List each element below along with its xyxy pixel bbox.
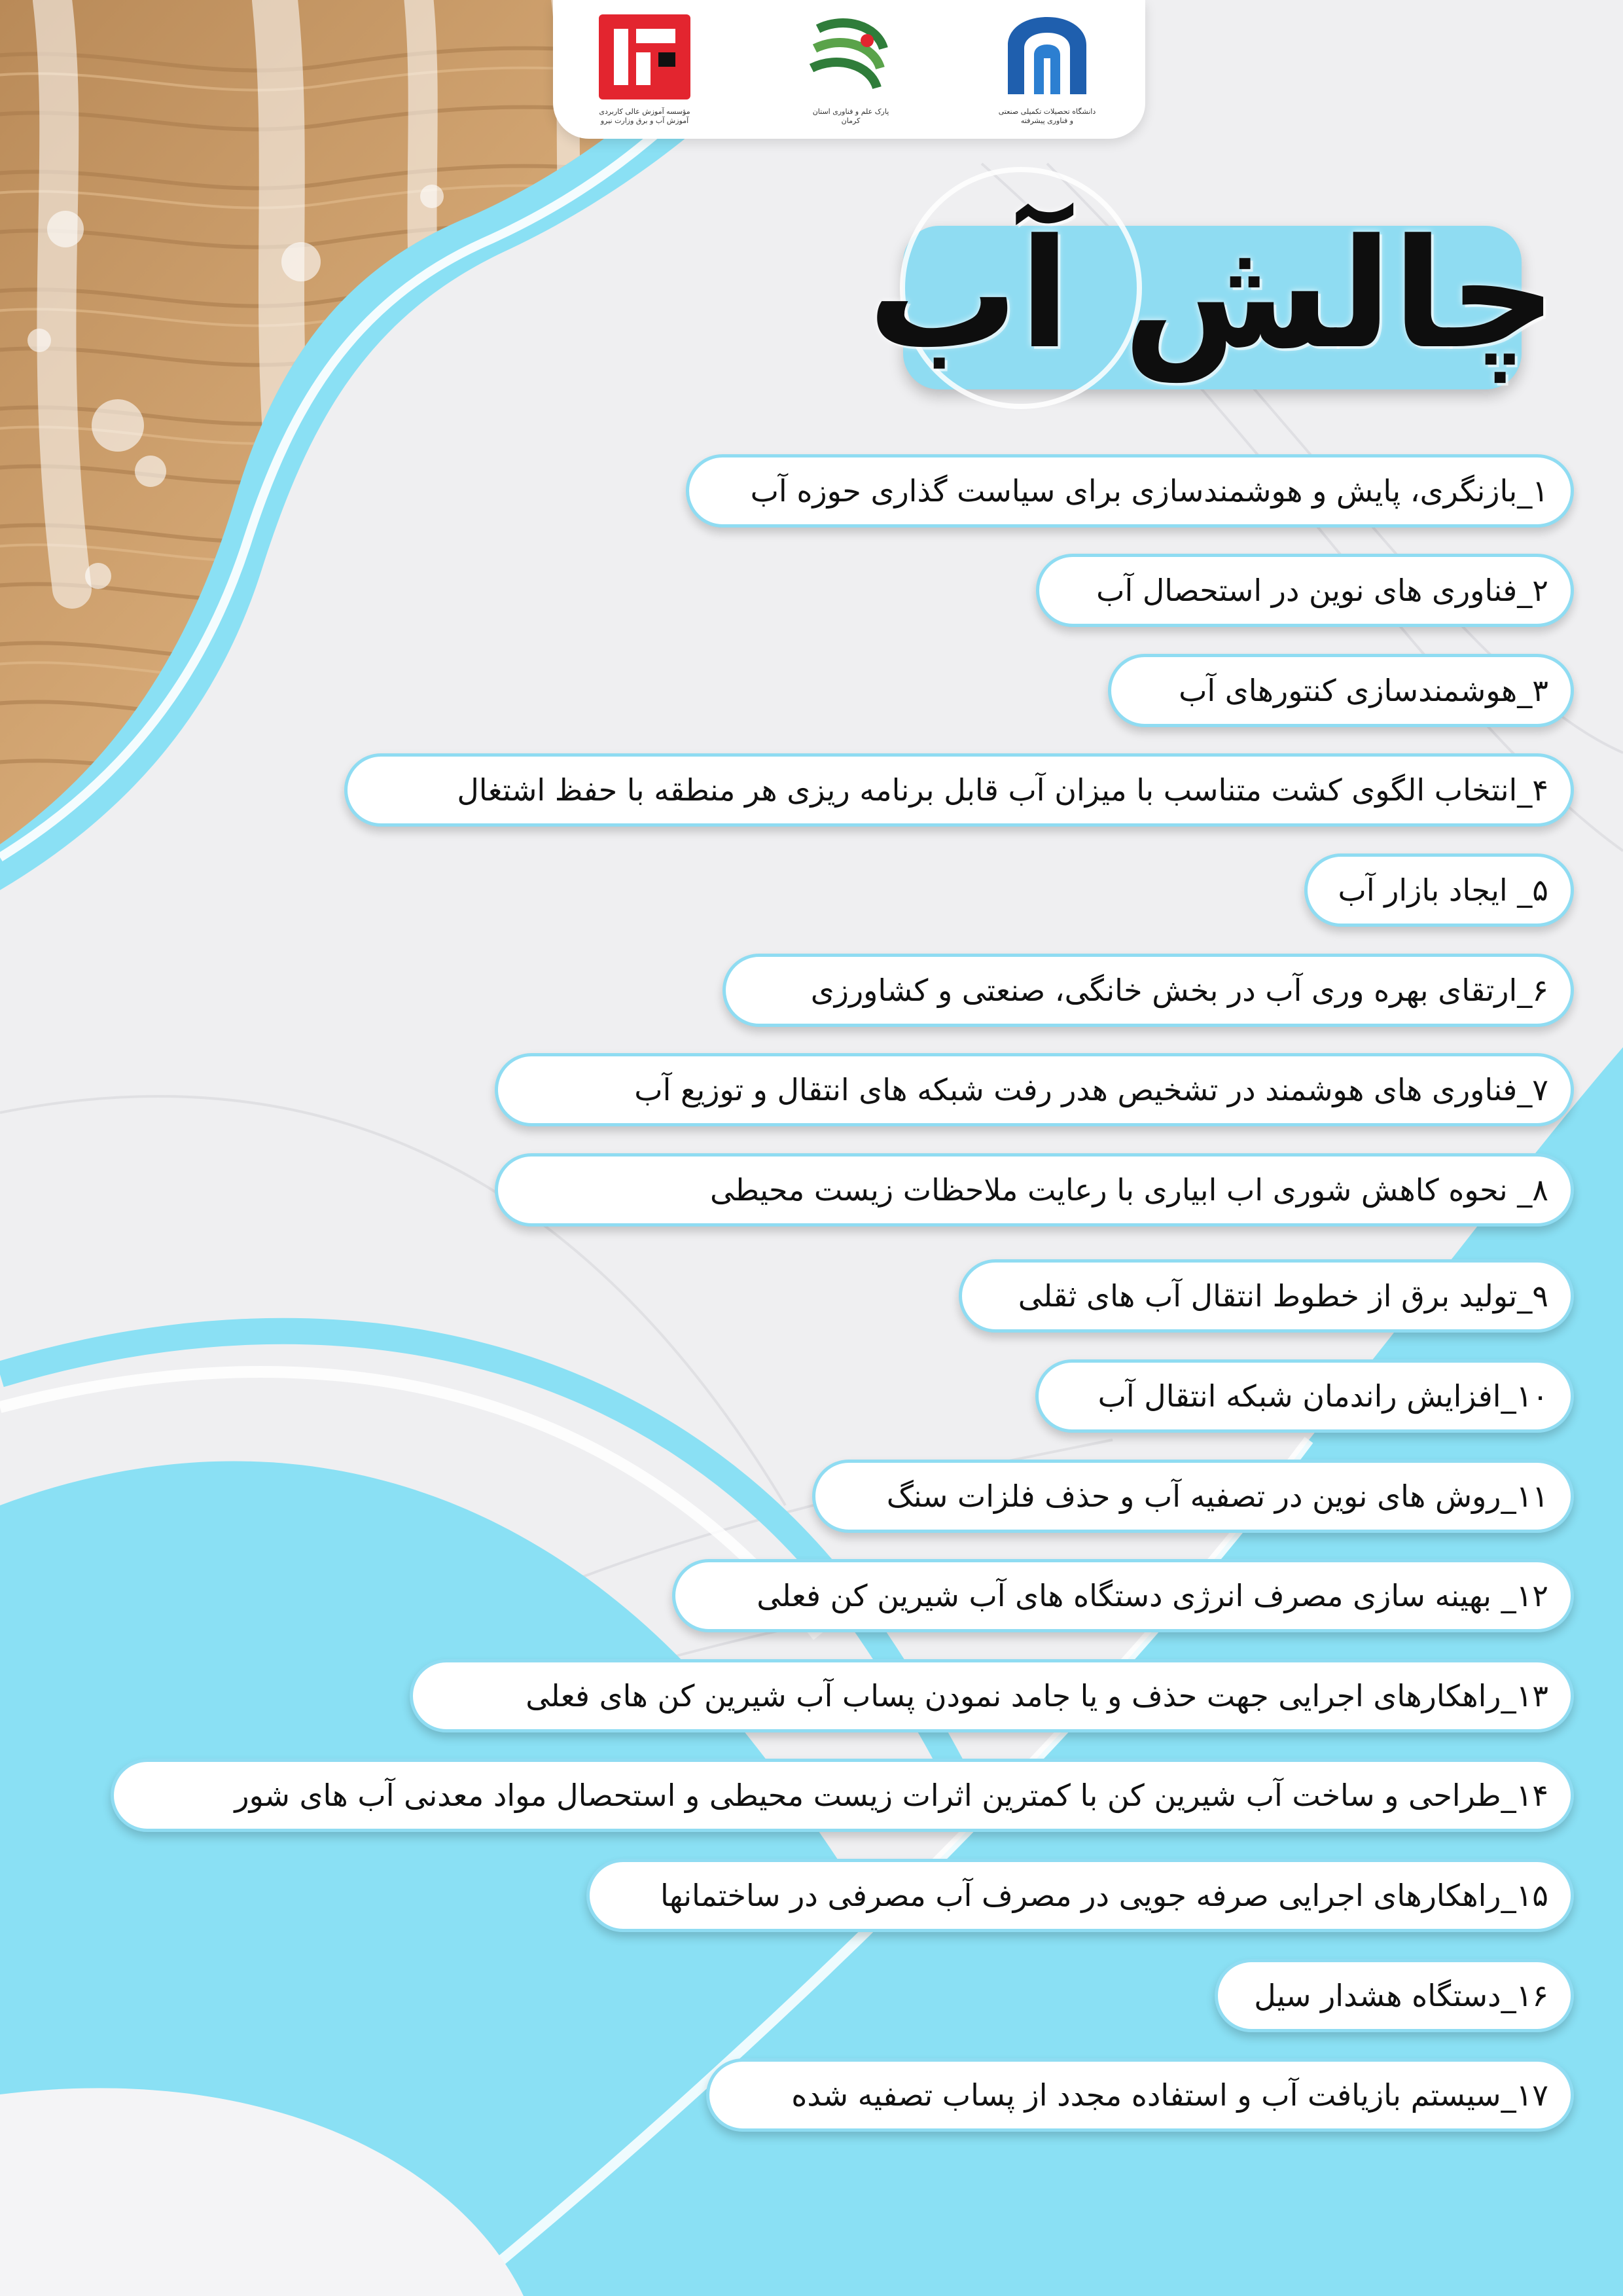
- challenge-item-3: ۳_هوشمندسازی کنتورهای آب: [1108, 654, 1574, 727]
- science-park-logo-caption: پارک علم و فناوری استان کرمان: [812, 107, 889, 125]
- challenge-item-1: ۱_بازنگری، پایش و هوشمندسازی برای سیاست گذاری حوزه آب: [686, 454, 1574, 528]
- challenge-item-12: ۱۲_ بهینه سازی مصرف انرژی دستگاه های آب شیرین کن فعلی: [672, 1559, 1574, 1632]
- university-logo: [998, 9, 1096, 127]
- institute-logo-icon: [596, 9, 694, 104]
- logo-bar: [553, 0, 1145, 139]
- challenge-item-16: ۱۶_دستگاه هشدار سیل: [1215, 1959, 1574, 2032]
- challenge-item-5: ۵_ ایجاد بازار آب: [1304, 853, 1574, 927]
- challenge-item-2: ۲_فناوری های نوین در استحصال آب: [1036, 554, 1574, 627]
- challenge-item-14: ۱۴_طراحی و ساخت آب شیرین کن با کمترین اثرات زیست محیطی و استحصال مواد معدنی آب های شور: [111, 1759, 1574, 1832]
- science-park-logo: [805, 9, 897, 127]
- challenge-item-13: ۱۳_راهکارهای اجرایی جهت حذف و یا جامد نمودن پساب آب شیرین کن های فعلی: [410, 1659, 1574, 1732]
- institute-logo-caption: مؤسسه آموزش عالی کاربردی آموزش آب و برق وزارت نیرو: [599, 107, 690, 125]
- challenge-item-17: ۱۷_سیستم بازیافت آب و استفاده مجدد از پساب تصفیه شده: [706, 2058, 1574, 2132]
- science-park-logo-icon: [805, 9, 897, 104]
- challenge-item-6: ۶_ارتقای بهره وری آب در بخش خانگی، صنعتی و کشاورزی: [722, 954, 1574, 1027]
- challenge-item-11: ۱۱_روش های نوین در تصفیه آب و حذف فلزات سنگ: [812, 1460, 1574, 1533]
- page-title: چالش آب: [867, 207, 1558, 382]
- challenge-item-10: ۱۰_افزایش راندمان شبکه انتقال آب: [1035, 1359, 1574, 1433]
- challenge-item-7: ۷_فناوری های هوشمند در تشخیص هدر رفت شبکه های انتقال و توزیع آب: [495, 1053, 1574, 1126]
- university-logo-icon: [998, 9, 1096, 104]
- challenge-item-8: ۸_ نحوه کاهش شوری اب ابیاری با رعایت ملاحظات زیست محیطی: [495, 1153, 1574, 1227]
- challenge-item-4: ۴_انتخاب الگوی کشت متناسب با میزان آب قابل برنامه ریزی هر منطقه با حفظ اشتغال: [344, 753, 1574, 827]
- institute-logo: [596, 9, 694, 127]
- challenge-item-15: ۱۵_راهکارهای اجرایی صرفه جویی در مصرف آب مصرفی در ساختمانها: [586, 1859, 1574, 1932]
- university-logo-caption: دانشگاه تحصیلات تکمیلی صنعتی و فناوری پیشرفته: [998, 107, 1096, 125]
- challenge-item-9: ۹_تولید برق از خطوط انتقال آب های ثقلی: [959, 1259, 1574, 1333]
